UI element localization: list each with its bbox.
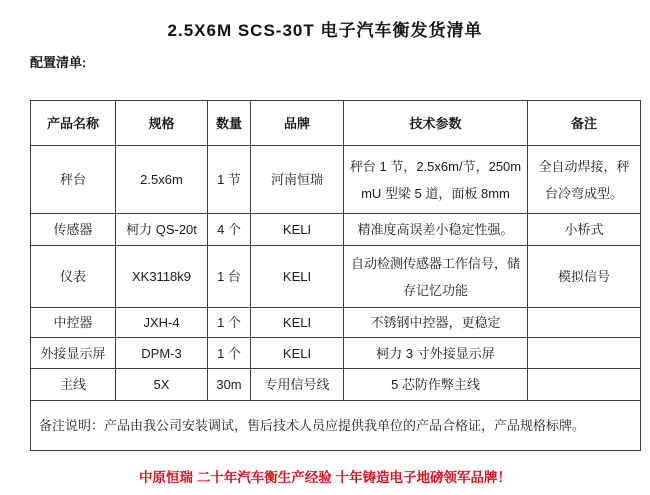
note-cell: 模拟信号 [528, 246, 641, 308]
col-header-qty: 数量 [208, 101, 251, 146]
col-header-note: 备注 [528, 101, 641, 146]
params-cell: 精准度高误差小稳定性强。 [344, 214, 528, 246]
table-row [31, 146, 641, 214]
params-cell: 5 芯防作弊主线 [344, 369, 528, 401]
brand-cell: KELI [251, 214, 344, 246]
spec-cell: XK3118k9 [116, 246, 208, 308]
brand-slogan: 中原恒瑞 二十年汽车衡生产经验 十年铸造电子地磅领军品牌！ [138, 470, 511, 485]
note-cell [528, 308, 641, 338]
note-cell: 全自动焊接，秤台冷弯成型。 [528, 146, 641, 214]
product-name-cell: 外接显示屏 [31, 338, 116, 369]
spec-cell: 2.5x6m [116, 146, 208, 214]
note-cell [528, 338, 641, 369]
footer-note: 备注说明：产品由我公司安装调试，售后技术人员应提供我单位的产品合格证，产品规格标牌。 [31, 401, 641, 451]
products-table [30, 100, 641, 451]
qty-cell: 1 个 [208, 308, 251, 338]
brand-cell: KELI [251, 246, 344, 308]
product-name-cell: 秤台 [31, 146, 116, 214]
params-cell: 不锈钢中控器，更稳定 [344, 308, 528, 338]
table-header-row [31, 101, 641, 146]
qty-cell: 1 台 [208, 246, 251, 308]
config-list-label: 配置清单: [30, 55, 87, 70]
col-header-product: 产品名称 [31, 101, 116, 146]
product-name-cell: 传感器 [31, 214, 116, 246]
col-header-brand: 品牌 [251, 101, 344, 146]
note-cell [528, 369, 641, 401]
table-row [31, 214, 641, 246]
page-title: 2.5X6M SCS-30T 电子汽车衡发货清单 [167, 21, 483, 40]
product-name-cell: 中控器 [31, 308, 116, 338]
table-row [31, 308, 641, 338]
brand-cell: KELI [251, 308, 344, 338]
col-header-params: 技术参数 [344, 101, 528, 146]
table-footer-row [31, 401, 641, 451]
table-row [31, 246, 641, 308]
spec-cell: JXH-4 [116, 308, 208, 338]
params-cell: 秤台 1 节，2.5x6m/节，250mmU 型梁 5 道，面板 8mm [344, 146, 528, 214]
brand-cell: 河南恒瑞 [251, 146, 344, 214]
table-row [31, 369, 641, 401]
qty-cell: 1 节 [208, 146, 251, 214]
params-cell: 柯力 3 寸外接显示屏 [344, 338, 528, 369]
qty-cell: 30m [208, 369, 251, 401]
note-cell: 小桥式 [528, 214, 641, 246]
qty-cell: 4 个 [208, 214, 251, 246]
spec-cell: 5X [116, 369, 208, 401]
product-name-cell: 仪表 [31, 246, 116, 308]
product-name-cell: 主线 [31, 369, 116, 401]
brand-cell: KELI [251, 338, 344, 369]
qty-cell: 1 个 [208, 338, 251, 369]
params-cell: 自动检测传感器工作信号，储存记忆功能 [344, 246, 528, 308]
brand-cell: 专用信号线 [251, 369, 344, 401]
col-header-spec: 规格 [116, 101, 208, 146]
table-row [31, 338, 641, 369]
spec-cell: 柯力 QS-20t [116, 214, 208, 246]
spec-cell: DPM-3 [116, 338, 208, 369]
